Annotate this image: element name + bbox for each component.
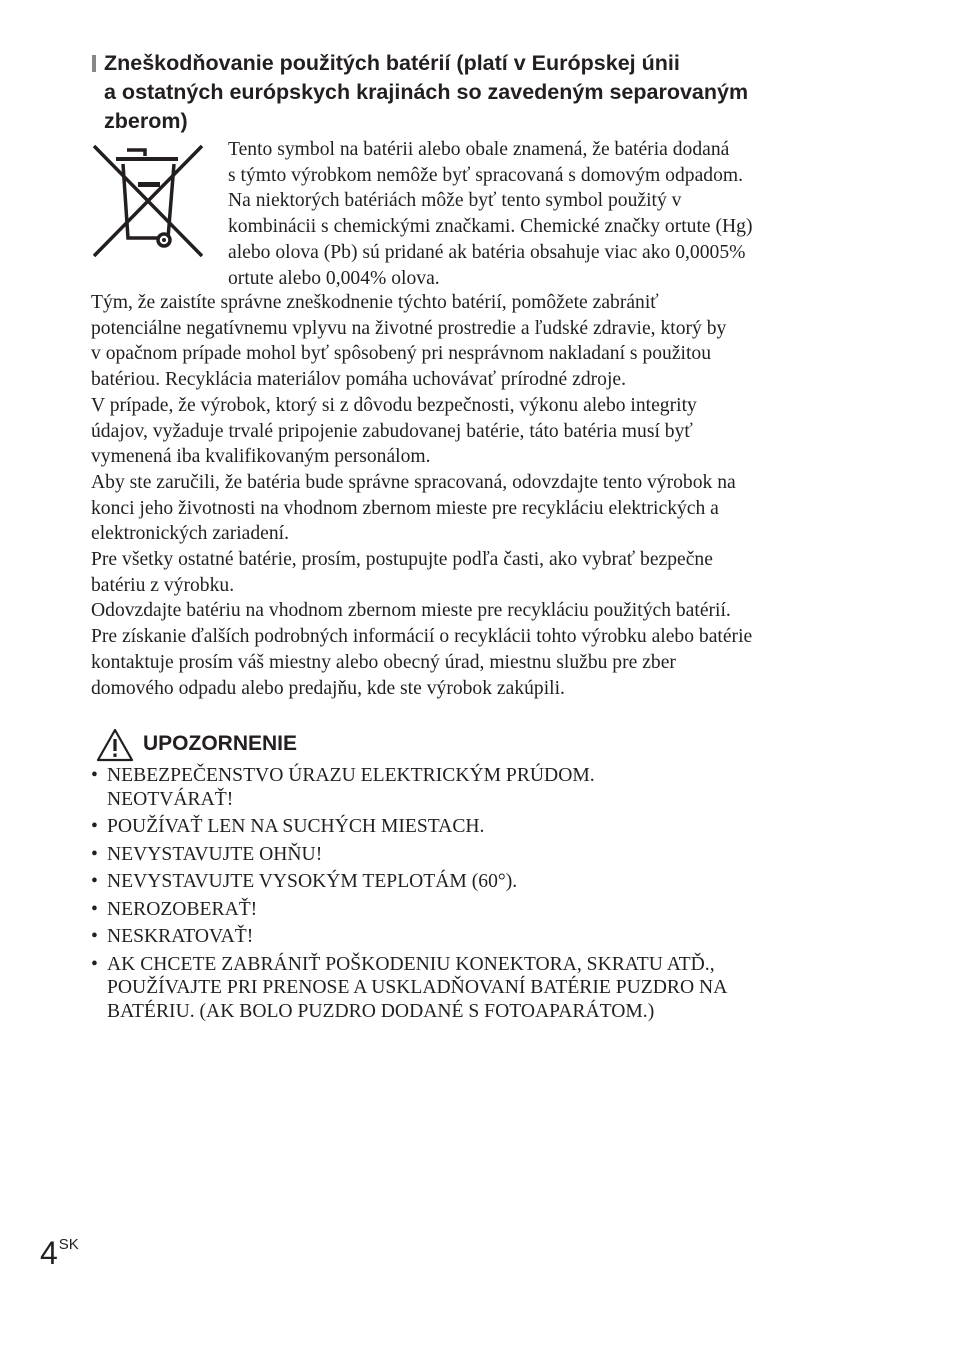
text-line: vymenená iba kvalifikovaným personálom.: [91, 446, 431, 468]
section-title: [92, 49, 852, 136]
text-line: batériu z výrobku.: [91, 574, 235, 596]
list-item-line: NEROZOBERAŤ!: [107, 898, 258, 920]
text-line: potenciálne negatívnemu vplyvu na životné prostredie a ľudské zdravie, ktorý by: [91, 317, 727, 339]
list-item-line: POUŽÍVAJTE PRI PRENOSE A USKLADŇOVANÍ BATÉRIE PUZDRO NA: [107, 977, 728, 998]
list-item: [91, 898, 871, 922]
list-item-line: NEVYSTAVUJTE VYSOKÝM TEPLOTÁM (60°).: [107, 871, 518, 892]
warning-triangle-icon: [96, 728, 134, 762]
text-line: batériou. Recyklácia materiálov pomáha uchovávať prírodné zdroje.: [91, 369, 627, 391]
text-line: Tým, že zaistíte správne zneškodnenie týchto batérií, pomôžete zabrániť: [91, 292, 659, 313]
section-title-line: zberom): [104, 109, 188, 133]
text-line: Tento symbol na batérii alebo obale znamená, že batéria dodaná: [228, 139, 730, 160]
text-line: kontaktuje prosím váš miestny alebo obecný úrad, miestnu službu pre zber: [91, 651, 676, 673]
text-line: Aby ste zaručili, že batéria bude správne spracovaná, odovzdajte tento výrobok na: [91, 471, 736, 493]
text-line: konci jeho životnosti na vhodnom zbernom mieste pre recykláciu elektrických a: [91, 497, 719, 519]
text-line: alebo olova (Pb) sú pridané ak batéria obsahuje viac ako 0,0005%: [228, 241, 746, 263]
bullet: •: [91, 765, 98, 786]
list-item-line: AK CHCETE ZABRÁNIŤ POŠKODENIU KONEKTORA, SKRATU ATĎ.,: [107, 953, 715, 975]
text-line: s týmto výrobkom nemôže byť spracovaná s domovým odpadom.: [228, 164, 744, 186]
caution-title: UPOZORNENIE: [143, 732, 298, 755]
bullet: •: [91, 871, 98, 892]
list-item: [91, 815, 871, 839]
crossed-out-wheelie-bin-icon: [90, 142, 206, 260]
text-line: elektronických zariadení.: [91, 523, 290, 545]
text-line: Na niektorých batériách môže byť tento symbol použitý v: [228, 190, 682, 212]
text-line: v opačnom prípade mohol byť spôsobený pri nesprávnom nakladaní s použitou: [91, 343, 712, 365]
caution-list: [91, 764, 871, 1027]
list-item: [91, 764, 871, 811]
list-item-line: NEOTVÁRAŤ!: [107, 788, 234, 810]
body-text: [91, 290, 851, 701]
intro-paragraph: [228, 137, 753, 291]
list-item-line: NEVYSTAVUJTE OHŇU!: [107, 843, 323, 865]
bullet: •: [91, 953, 98, 975]
section-title-line: a ostatných európskych krajinách so zavedeným separovaným: [104, 80, 749, 104]
list-item: [91, 870, 871, 894]
text-line: údajov, vyžaduje trvalé pripojenie zabudovanej batérie, táto batéria musí byť: [91, 420, 693, 442]
text-line: Pre získanie ďalších podrobných informácií o recyklácii tohto výrobku alebo batérie: [91, 626, 753, 648]
list-item-line: NEBEZPEČENSTVO ÚRAZU ELEKTRICKÝM PRÚDOM.: [107, 765, 595, 786]
page-number-value: 4: [40, 1235, 58, 1271]
text-line: domového odpadu alebo predajňu, kde ste výrobok zakúpili.: [91, 677, 565, 699]
page-language-code: SK: [58, 1236, 79, 1253]
text-line: V prípade, že výrobok, ktorý si z dôvodu bezpečnosti, výkonu alebo integrity: [91, 394, 697, 416]
bullet: •: [91, 816, 98, 837]
section-title-line: Zneškodňovanie použitých batérií (platí v Európskej únii: [104, 51, 680, 75]
list-item-line: NESKRATOVAŤ!: [107, 926, 254, 947]
list-item: [91, 925, 871, 949]
list-item-line: BATÉRIU. (AK BOLO PUZDRO DODANÉ S FOTOAPARÁTOM.): [107, 1000, 655, 1022]
list-item-line: POUŽÍVAŤ LEN NA SUCHÝCH MIESTACH.: [107, 816, 485, 837]
text-line: Pre všetky ostatné batérie, prosím, postupujte podľa časti, ako vybrať bezpečne: [91, 549, 713, 571]
text-line: Odovzdajte batériu na vhodnom zbernom mieste pre recykláciu použitých batérií.: [91, 600, 731, 622]
page-number: [40, 1233, 79, 1280]
bullet: •: [91, 898, 98, 920]
text-line: kombinácii s chemickými značkami. Chemické značky ortute (Hg): [228, 216, 753, 238]
text-line: ortute alebo 0,004% olova.: [228, 267, 440, 289]
bullet: •: [91, 926, 98, 947]
list-item: [91, 843, 871, 867]
bullet: •: [91, 843, 98, 865]
list-item: [91, 953, 871, 1024]
